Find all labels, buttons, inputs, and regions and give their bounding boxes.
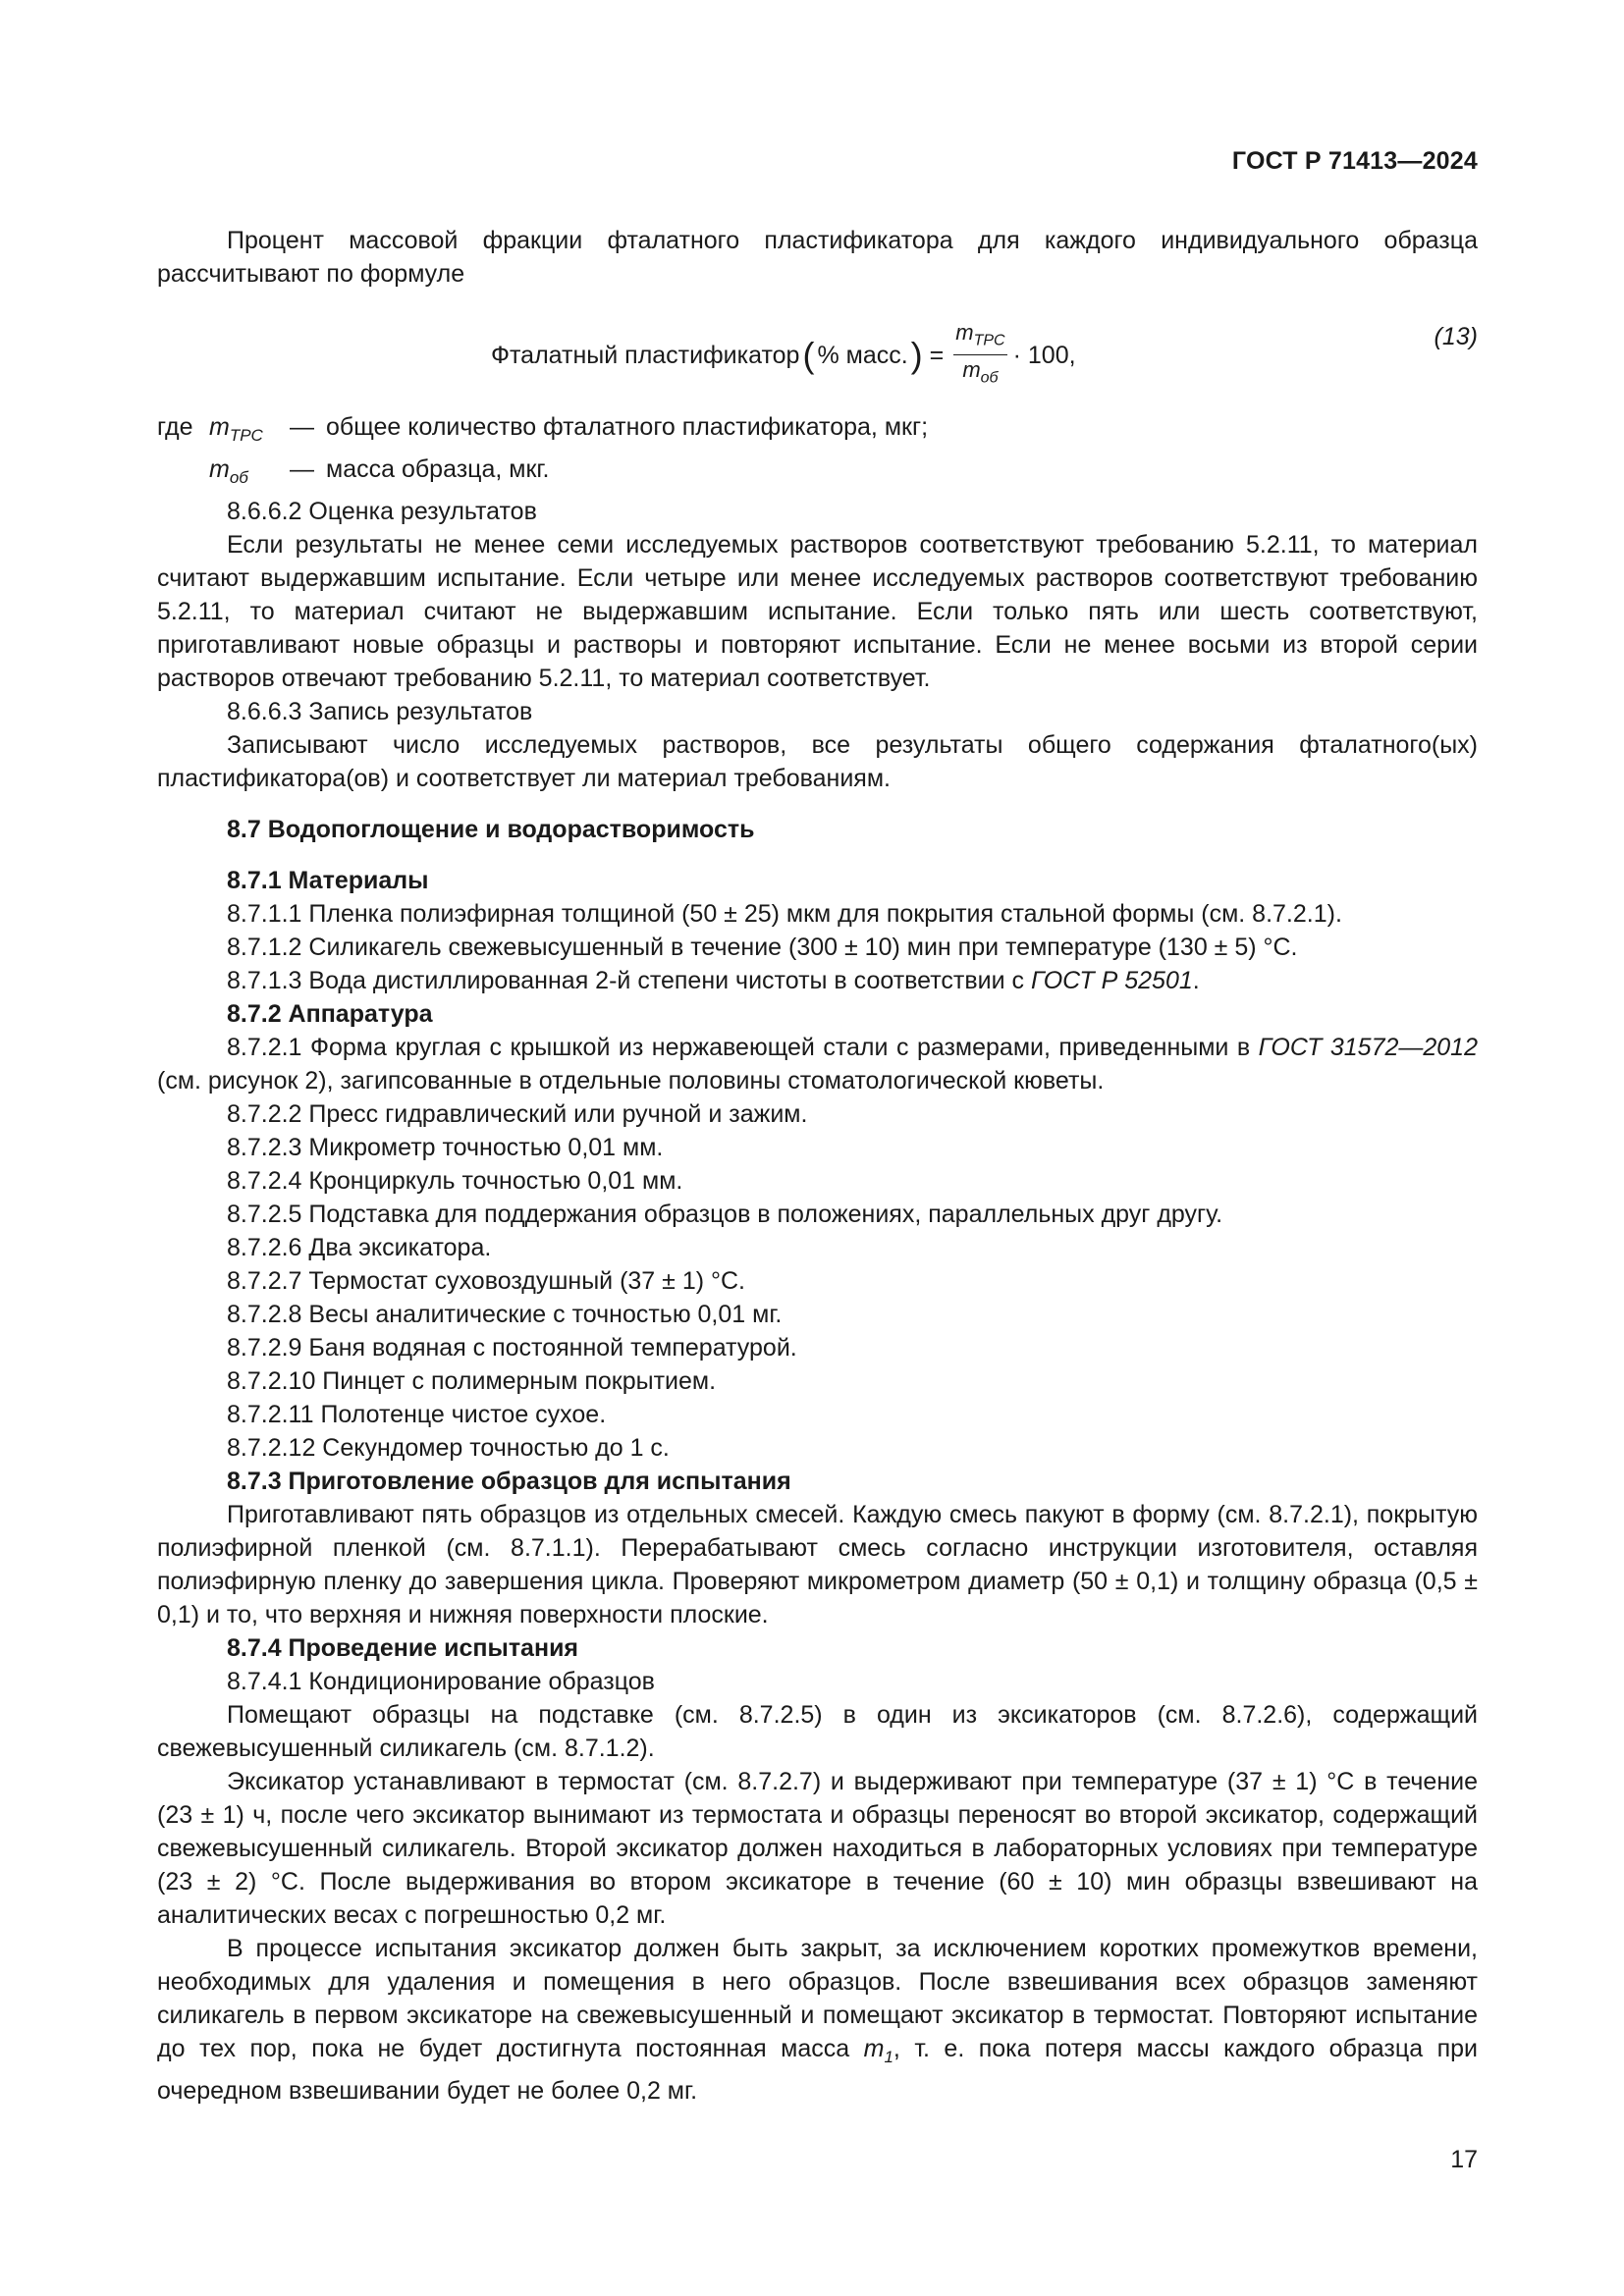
section-8-7-4-1-title: 8.7.4.1 Кондиционирование образцов (227, 1668, 655, 1695)
definition-row (157, 410, 1478, 453)
paragraph: Эксикатор устанавливают в термостат (см. 8.7.2.7) и выдерживают при температуре (37 ± 1) °С в течение (23 ± 1) ч, после чего эксикатор вынимают из термостата и образцы переносят во второй эксикатор, содержащий свежевысушенный силикагель. Второй эксикатор должен находиться в лабораторных условиях при температуре (23 ± 2) °С. После выдерживания во втором эксикаторе в течение (60 ± 10) мин образцы взвешивают на аналитических весах с погрешностью 0,2 мг. (157, 1768, 1478, 1929)
paragraph: Помещают образцы на подставке (см. 8.7.2.5) в один из эксикаторов (см. 8.7.2.6), содержащий свежевысушенный силикагель (см. 8.7.1.2). (157, 1701, 1478, 1762)
list-item: 8.7.2.6 Два эксикатора. (227, 1234, 492, 1261)
intro-paragraph: Процент массовой фракции фталатного пластификатора для каждого индивидуального образца рассчитывают по формуле (157, 227, 1478, 288)
formula-13 (157, 298, 1478, 397)
page-number: 17 (1450, 2146, 1478, 2173)
page-content (157, 224, 1478, 2108)
formula-equals: = (929, 342, 945, 370)
right-paren: ) (910, 335, 923, 376)
section-8-6-6-2-title: 8.6.6.2 Оценка результатов (227, 498, 537, 525)
list-item: 8.7.1.3 Вода дистиллированная 2-й степени чистоты в соответствии с ГОСТ Р 52501. (227, 967, 1200, 994)
section-8-6-6-3-text: Записывают число исследуемых растворов, все результаты общего содержания фталатного(ых) пластификатора(ов) и соответствует ли материал требованиям. (157, 731, 1478, 792)
section-8-7-4-title: 8.7.4 Проведение испытания (227, 1634, 579, 1662)
section-8-6-6-3-title: 8.6.6.3 Запись результатов (227, 698, 533, 725)
section-8-6-6-2-text: Если результаты не менее семи исследуемых растворов соответствуют требованию 5.2.11, то материал считают выдержавшим испытание. Если четыре или менее исследуемых растворов соответствуют требованию 5.2.11, то материал считают не выдержавшим испытание. Если только пять или шесть соответствуют, приготавливают новые образцы и растворы и повторяют испытание. Если не менее восьми из второй серии растворов отвечают требованию 5.2.11, то материал соответствует. (157, 531, 1478, 692)
definition-symbol: $m_{TPC}$ (209, 413, 263, 445)
definition-dash: — (290, 413, 314, 441)
standard-reference: ГОСТ 31572—2012 (1258, 1034, 1478, 1061)
formula-fraction (953, 320, 1006, 392)
definition-symbol: $m_{об}$ (209, 455, 248, 487)
paragraph: В процессе испытания эксикатор должен быть закрыт, за исключением коротких промежутков времени, необходимых для удаления и помещения в него образцов. После взвешивания всех образцов заменяют силикагель в первом эксикаторе на свежевысушенный и помещают эксикатор в термостат. Повторяют испытание до тех пор, пока не будет достигнута постоянная масса $m_1$, т. е. пока потеря массы каждого образца при очередном взвешивании будет не более 0,2 мг. (157, 1935, 1478, 2105)
formula-number: (13) (1434, 323, 1478, 350)
left-paren: ( (802, 335, 815, 376)
definitions-intro-word: где (157, 413, 193, 441)
formula-unit: % масс. (817, 342, 908, 370)
section-8-7-2-title: 8.7.2 Аппаратура (227, 1000, 433, 1028)
formula-left-label: Фталатный пластификатор (491, 342, 800, 370)
list-item: 8.7.2.3 Микрометр точностью 0,01 мм. (227, 1134, 664, 1161)
section-8-7-title: 8.7 Водопоглощение и водорастворимость (227, 816, 755, 843)
list-item: 8.7.2.9 Баня водяная с постоянной температурой. (227, 1334, 797, 1362)
standard-reference: ГОСТ Р 52501 (1030, 967, 1193, 994)
section-8-7-3-title: 8.7.3 Приготовление образцов для испытания (227, 1468, 791, 1495)
mass-symbol: $m_1$ (863, 2035, 893, 2066)
standard-header: ГОСТ Р 71413—2024 (1231, 147, 1478, 175)
list-item: 8.7.2.12 Секундомер точностью до 1 с. (227, 1434, 670, 1462)
list-item: 8.7.1.2 Силикагель свежевысушенный в течение (300 ± 10) мин при температуре (130 ± 5) °С. (227, 934, 1298, 961)
fraction-numerator: $m_{TPC}$ (953, 320, 1006, 355)
formula-expression (491, 320, 1076, 392)
list-item: 8.7.2.10 Пинцет с полимерным покрытием. (227, 1367, 717, 1395)
list-item: 8.7.1.1 Пленка полиэфирная толщиной (50 ± 25) мкм для покрытия стальной формы (см. 8.7.2.1). (227, 900, 1342, 928)
definition-text: общее количество фталатного пластификатора, мкг; (326, 413, 929, 441)
fraction-denominator: $m_{об}$ (962, 357, 999, 387)
section-8-7-3-text: Приготавливают пять образцов из отдельных смесей. Каждую смесь пакуют в форму (см. 8.7.2.1), покрытую полиэфирной пленкой (см. 8.7.1.1). Перерабатывают смесь согласно инструкции изготовителя, оставляя полиэфирную пленку до завершения цикла. Проверяют микрометром диаметр (50 ± 0,1) и толщину образца (0,5 ± 0,1) и то, что верхняя и нижняя поверхности плоские. (157, 1501, 1478, 1629)
section-8-7-1-title: 8.7.1 Материалы (227, 867, 429, 894)
list-item: 8.7.2.1 Форма круглая с крышкой из нержавеющей стали с размерами, приведенными в ГОСТ 31572—2012 (см. рисунок 2), загипсованные в отдельные половины стоматологической кюветы. (157, 1034, 1478, 1095)
list-item: 8.7.2.11 Полотенце чистое сухое. (227, 1401, 607, 1428)
definition-dash: — (290, 455, 314, 483)
list-item: 8.7.2.2 Пресс гидравлический или ручной и зажим. (227, 1100, 808, 1128)
list-item: 8.7.2.7 Термостат суховоздушный (37 ± 1) °С. (227, 1267, 745, 1295)
list-item: 8.7.2.5 Подставка для поддержания образцов в положениях, параллельных друг другу. (227, 1201, 1223, 1228)
definition-row (157, 453, 1478, 495)
list-item: 8.7.2.4 Кронциркуль точностью 0,01 мм. (227, 1167, 683, 1195)
formula-multiplier: · 100, (1012, 342, 1076, 370)
formula-definitions (157, 410, 1478, 495)
definition-text: масса образца, мкг. (326, 455, 550, 483)
list-item: 8.7.2.8 Весы аналитические с точностью 0,01 мг. (227, 1301, 783, 1328)
